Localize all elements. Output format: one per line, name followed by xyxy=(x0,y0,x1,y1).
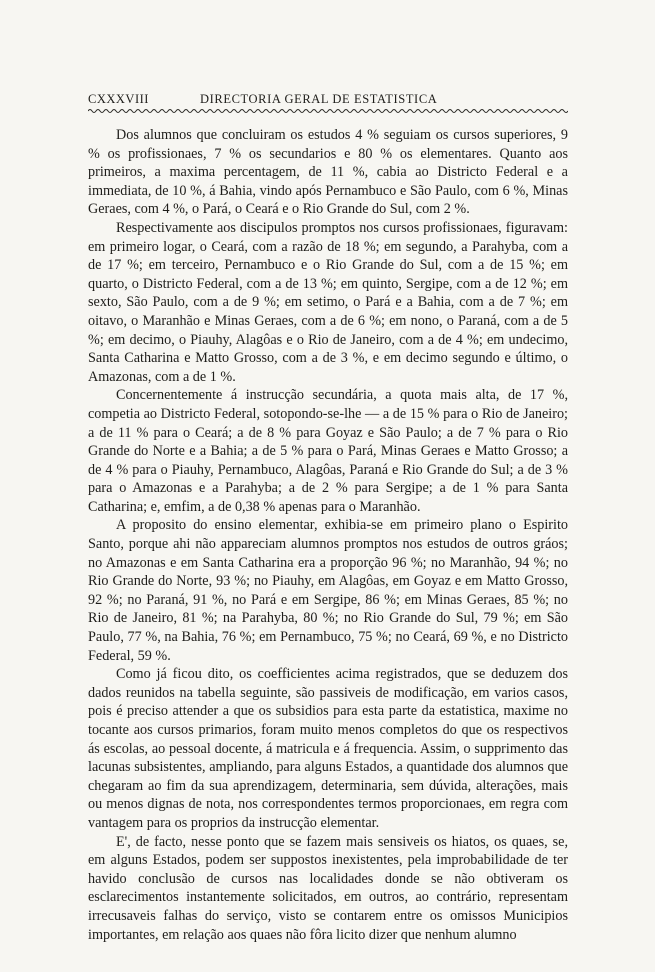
running-header xyxy=(88,92,568,107)
paragraph-3: Concernentemente á instrucção secundária, a quota mais alta, de 17 %, competia ao Districto Federal, sotopondo-se-lhe — a de 15 % para o Rio de Janeiro; a de 11 % para o Ceará; a de 8 % para Goyaz e São Paulo; a de 7 % para o Rio Grande do Norte e a Bahia; a de 5 % para o Pará, Minas Geraes e Matto Grosso; a de 4 % para o Piauhy, Pernambuco, Alagôas, Paraná e Rio Grande do Sul; a de 3 % para o Amazonas e a Parahyba; a de 2 % para Sergipe; a de 1 % para Santa Catharina; e, emfim, a de 0,38 % apenas para o Maranhão. xyxy=(88,387,568,515)
paragraph-5: Como já ficou dito, os coefficientes acima registrados, que se deduzem dos dados reunidos na tabella seguinte, são passiveis de modificação, em varios casos, pois é preciso attender a que os subsidios para esta parte da estatistica, maxime no tocante aos cursos primarios, foram muito menos completos do que os respectivos ás escolas, ao pessoal docente, á matricula e á frequencia. Assim, o supprimento das lacunas subsistentes, ampliando, para alguns Estados, a quantidade dos alumnos que chegaram ao fim da sua aprendizagem, determinaria, sem dúvida, alterações, mais ou menos dignas de nota, nos correspondentes termos proporcionaes, em regra com vantagem para os proprios da instrucção elementar. xyxy=(88,666,568,831)
paragraph-2: Respectivamente aos discipulos promptos nos cursos profissionaes, figuravam: em primeiro logar, o Ceará, com a razão de 18 %; em segundo, a Parahyba, com a de 17 %; em terceiro, Pernambuco e o Rio Grande do Sul, com a de 15 %; em quarto, o Districto Federal, com a de 13 %; em quinto, Sergipe, com a de 12 %; em sexto, São Paulo, com a de 9 %; em setimo, o Pará e a Bahia, com a de 7 %; em oitavo, o Maranhão e Minas Geraes, com a de 6 %; em nono, o Paraná, com a de 5 %; em decimo, o Piauhy, Alagôas e o Rio de Janeiro, com a de 4 %; em undecimo, Santa Catharina e Matto Grosso, com a de 3 %, e em decimo segundo e último, o Amazonas, com a de 1 %. xyxy=(88,219,568,385)
decorative-wavy-rule xyxy=(88,106,568,116)
body-text xyxy=(88,126,568,944)
paragraph-4: A proposito do ensino elementar, exhibia-se em primeiro plano o Espirito Santo, porque ahi não appareciam alumnos promptos nos estudos de outros gráos; no Amazonas e em Santa Catharina era a proporção 96 %; no Maranhão, 94 %; no Rio Grande do Norte, 93 %; no Piauhy, em Alagôas, em Goyaz e em Matto Grosso, 92 %; no Paraná, 91 %, no Pará e em Sergipe, 86 %; em Minas Geraes, 85 %; no Rio de Janeiro, 81 %; na Parahyba, 80 %; no Rio Grande do Sul, 79 %; em São Paulo, 77 %, na Bahia, 76 %; em Pernambuco, 75 %; no Ceará, 69 %, e no Districto Federal, 59 %. xyxy=(88,517,568,664)
page-number: CXXXVIII xyxy=(88,92,149,106)
paragraph-1: Dos alumnos que concluiram os estudos 4 % seguiam os cursos superiores, 9 % os profissionaes, 7 % os secundarios e 80 % os elementares. Quanto aos primeiros, a maxima percentagem, de 11 %, cabia ao Districto Federal e a immediata, de 10 %, á Bahia, vindo após Pernambuco e São Paulo, com 6 %, Minas Geraes, com 4 %, o Pará, o Ceará e o Rio Grande do Sul, com 2 %. xyxy=(88,127,568,218)
running-title: DIRECTORIA GERAL DE ESTATISTICA xyxy=(200,92,438,106)
paragraph-6: E', de facto, nesse ponto que se fazem mais sensiveis os hiatos, os quaes, se, em alguns Estados, podem ser suppostos inexistentes, pela improbabilidade de ter havido conclusão de cursos nas localidades donde se não obtiveram os esclarecimentos instantemente solicitados, em outros, ao contrário, representam irrecusaveis falhas do serviço, visto se contarem entre os omissos Municipios importantes, em relação aos quaes não fôra licito dizer que nenhum alumno xyxy=(88,833,568,943)
